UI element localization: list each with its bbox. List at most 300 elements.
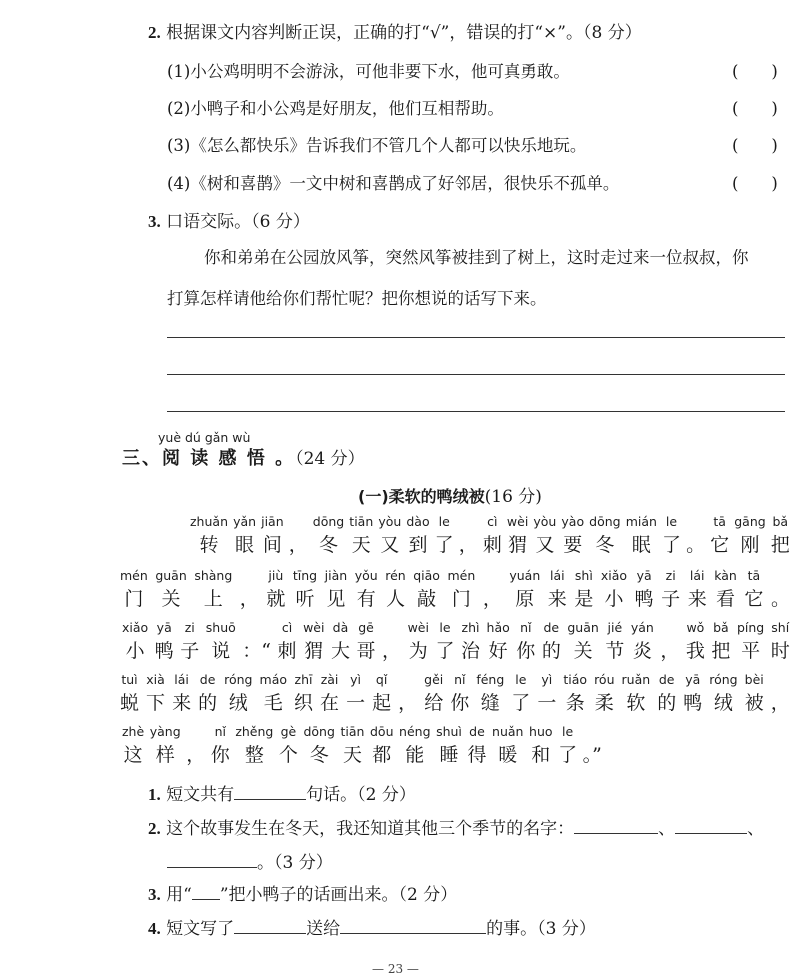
ruby-cell xyxy=(349,514,373,557)
hanzi: 暖 xyxy=(498,744,518,766)
ruby-cell xyxy=(683,672,702,715)
ruby-cell xyxy=(507,514,528,557)
judge-item-1: (1)小公鸡明明不会游泳，可他非要下水，他可真勇敢。 xyxy=(167,62,570,81)
ruby-cell xyxy=(242,620,271,663)
ruby-cell xyxy=(261,514,284,557)
hanzi: 见 xyxy=(326,588,346,610)
answer-paren-2[interactable]: ( ) xyxy=(732,99,778,118)
ruby-cell xyxy=(467,724,486,767)
hanzi: 织 xyxy=(294,692,314,714)
hanzi: 绒 xyxy=(228,692,248,714)
ruby-cell xyxy=(122,724,144,767)
writing-line-1[interactable] xyxy=(167,337,785,338)
pinyin: de xyxy=(199,672,216,687)
hanzi: 我 xyxy=(685,640,705,662)
pinyin: cì xyxy=(281,620,293,635)
question-number: 2. xyxy=(148,23,161,42)
ruby-cell xyxy=(567,620,598,663)
separator: 、 xyxy=(747,819,765,839)
hanzi: 刚 xyxy=(740,534,760,556)
ruby-cell xyxy=(548,568,567,611)
prompt-line-2: 打算怎样请他给你们帮忙呢？把你想说的话写下来。 xyxy=(167,289,547,308)
hanzi: 和 xyxy=(531,744,551,766)
pinyin: lái xyxy=(550,568,565,583)
writing-line-2[interactable] xyxy=(167,374,785,375)
pinyin: mén xyxy=(447,568,476,583)
ruby-cell xyxy=(235,724,273,767)
pinyin: bǎ xyxy=(713,620,729,635)
pinyin: shuō xyxy=(205,620,236,635)
question-number: 1. xyxy=(148,785,161,804)
ruby-cell xyxy=(516,620,535,663)
pinyin: dōng xyxy=(303,724,335,739)
hanzi: 人 xyxy=(385,588,405,610)
ruby-cell xyxy=(325,568,348,611)
ruby-cell xyxy=(661,568,680,611)
pinyin: wèi xyxy=(303,620,325,635)
ruby-cell xyxy=(406,514,429,557)
ruby-cell xyxy=(278,620,297,663)
pinyin: wǒ xyxy=(686,620,705,635)
pinyin: jié xyxy=(607,620,623,635)
hanzi: ， xyxy=(482,588,502,610)
hanzi: 上 xyxy=(203,588,223,610)
passage-line-3 xyxy=(122,620,790,663)
pinyin: yán xyxy=(630,620,654,635)
hanzi: 又 xyxy=(535,534,555,556)
pinyin: bǎ xyxy=(772,514,789,529)
page-number: — 23 — xyxy=(372,962,419,976)
ruby-cell xyxy=(635,568,654,611)
ruby-cell xyxy=(686,514,705,557)
hanzi: 要 xyxy=(563,534,583,556)
reading-question-2-line1 xyxy=(148,814,764,839)
separator: 、 xyxy=(658,819,676,839)
pinyin: le xyxy=(561,724,574,739)
pinyin: jiān xyxy=(261,514,284,529)
hanzi: 听 xyxy=(295,588,315,610)
passage-title-score: (16 分) xyxy=(484,487,542,507)
hanzi: 天 xyxy=(351,534,371,556)
ruby-cell xyxy=(293,568,317,611)
pinyin: guān xyxy=(155,568,187,583)
hanzi: ， xyxy=(239,588,259,610)
reading-question-1 xyxy=(148,780,416,805)
ruby-cell xyxy=(461,620,480,663)
ruby-cell xyxy=(605,620,624,663)
passage-line-5 xyxy=(122,724,602,767)
question-number: 3. xyxy=(148,212,161,231)
hanzi: ， xyxy=(382,640,402,662)
hanzi: 把 xyxy=(711,640,731,662)
hanzi: 缝 xyxy=(480,692,500,714)
pinyin: néng xyxy=(399,724,431,739)
pinyin: yào xyxy=(561,514,585,529)
hanzi: 给 xyxy=(424,692,444,714)
hanzi: 天 xyxy=(342,744,362,766)
ruby-cell xyxy=(378,514,401,557)
pinyin: shàng xyxy=(194,568,233,583)
hanzi: 刺 xyxy=(482,534,502,556)
pinyin: zhěng xyxy=(235,724,274,739)
pinyin: nǐ xyxy=(520,620,532,635)
hanzi: 被 xyxy=(744,692,764,714)
pinyin: shì xyxy=(574,568,593,583)
ruby-cell xyxy=(355,568,378,611)
ruby-cell xyxy=(399,724,430,767)
ruby-cell xyxy=(737,620,764,663)
ruby-cell xyxy=(194,568,232,611)
question-text-after: 句话。（2 分） xyxy=(306,785,416,805)
pinyin: dà xyxy=(332,620,349,635)
ruby-cell xyxy=(589,514,620,557)
judge-item-4: (4)《树和喜鹊》一文中树和喜鹊成了好邻居，很快乐不孤单。 xyxy=(167,174,620,193)
pinyin: nuǎn xyxy=(492,724,524,739)
ruby-cell xyxy=(631,620,654,663)
question-text-after: ”把小鸭子的话画出来。（2 分） xyxy=(219,885,458,905)
hanzi: 的 xyxy=(657,692,677,714)
ruby-cell xyxy=(771,620,790,663)
hanzi: 就 xyxy=(266,588,286,610)
hanzi: 了 xyxy=(435,640,455,662)
hanzi: 为 xyxy=(408,640,428,662)
hanzi: 鸭 xyxy=(154,640,174,662)
pinyin: yā xyxy=(685,672,701,687)
pinyin: shuì xyxy=(436,724,462,739)
ruby-cell xyxy=(710,514,729,557)
hanzi: 你 xyxy=(516,640,536,662)
section-label: 三、阅 读 感 悟 。 xyxy=(122,448,296,469)
ruby-cell xyxy=(224,672,252,715)
ruby-cell xyxy=(340,724,364,767)
pinyin: zi xyxy=(184,620,195,635)
hanzi: 的 xyxy=(198,692,218,714)
ruby-cell xyxy=(529,724,553,767)
hanzi: 它 xyxy=(744,588,764,610)
hanzi: 在 xyxy=(320,692,340,714)
hanzi: ， xyxy=(458,534,478,556)
ruby-cell xyxy=(511,672,530,715)
question-text-mid: 送给 xyxy=(306,919,341,939)
pinyin: zhuǎn xyxy=(190,514,228,529)
ruby-cell xyxy=(331,620,350,663)
ruby-cell xyxy=(734,514,765,557)
pinyin: róng xyxy=(709,672,738,687)
pinyin: jiù xyxy=(268,568,284,583)
question-number: 4. xyxy=(148,919,161,938)
pinyin: yǒu xyxy=(354,568,378,583)
pinyin: qǐ xyxy=(375,672,388,687)
hanzi: 又 xyxy=(380,534,400,556)
pinyin: le xyxy=(665,514,678,529)
pinyin: shí xyxy=(771,620,790,635)
pinyin: dōng xyxy=(312,514,345,529)
underline-sample xyxy=(192,885,220,900)
hanzi: 睡 xyxy=(439,744,459,766)
hanzi: 节 xyxy=(605,640,625,662)
reading-question-2-line2 xyxy=(167,848,333,873)
hanzi: 。 xyxy=(686,534,706,556)
hanzi: 门 xyxy=(124,588,144,610)
hanzi: 你 xyxy=(210,744,230,766)
hanzi: 冬 xyxy=(595,534,615,556)
hanzi: 平 xyxy=(741,640,761,662)
pinyin: zhī xyxy=(294,672,313,687)
hanzi: 得 xyxy=(467,744,487,766)
ruby-cell xyxy=(413,568,440,611)
ruby-cell xyxy=(487,620,510,663)
ruby-cell xyxy=(561,514,584,557)
ruby-cell xyxy=(574,568,593,611)
answer-blank-giver[interactable] xyxy=(234,919,306,934)
hanzi: 子 xyxy=(661,588,681,610)
ruby-cell xyxy=(709,672,737,715)
hanzi: 敲 xyxy=(417,588,437,610)
hanzi: 了 xyxy=(661,534,681,556)
pinyin: yòu xyxy=(533,514,557,529)
ruby-cell xyxy=(688,568,707,611)
pinyin: féng xyxy=(476,672,505,687)
pinyin: zhì xyxy=(461,620,480,635)
hanzi: 柔 xyxy=(594,692,614,714)
hanzi: 小 xyxy=(604,588,624,610)
pinyin: tīng xyxy=(292,568,318,583)
pinyin: tā xyxy=(747,568,761,583)
judge-item-3: (3)《怎么都快乐》告诉我们不管几个人都可以快乐地玩。 xyxy=(167,136,587,155)
hanzi: 小 xyxy=(125,640,145,662)
ruby-cell xyxy=(155,620,174,663)
ruby-cell xyxy=(357,620,376,663)
ruby-cell xyxy=(211,724,230,767)
hanzi: 眠 xyxy=(631,534,651,556)
ruby-cell xyxy=(660,620,679,663)
hanzi: 来 xyxy=(547,588,567,610)
ruby-cell xyxy=(558,724,577,767)
question-text-before: 短文共有 xyxy=(166,785,235,805)
hanzi: 了 xyxy=(511,692,531,714)
ruby-cell xyxy=(303,724,334,767)
ruby-cell xyxy=(146,672,165,715)
pinyin: tiáo xyxy=(563,672,588,687)
writing-line-3[interactable] xyxy=(167,411,785,412)
section-pinyin: yuè dú gǎn wù xyxy=(158,430,251,445)
pinyin: zhè xyxy=(122,724,145,739)
ruby-cell xyxy=(408,620,429,663)
pinyin: jiàn xyxy=(324,568,348,583)
hanzi: 能 xyxy=(405,744,425,766)
ruby-cell xyxy=(622,672,651,715)
ruby-cell xyxy=(771,514,790,557)
pinyin: yā xyxy=(636,568,652,583)
hanzi: 到 xyxy=(408,534,428,556)
pinyin: gāng xyxy=(734,514,766,529)
ruby-cell xyxy=(266,568,285,611)
hanzi: 关 xyxy=(573,640,593,662)
pinyin: dōng xyxy=(589,514,621,529)
pinyin: gěi xyxy=(424,672,444,687)
question-text-before: 短文写了 xyxy=(166,919,235,939)
pinyin: tiān xyxy=(340,724,365,739)
hanzi: 一 xyxy=(537,692,557,714)
pinyin: xià xyxy=(146,672,165,687)
ruby-cell xyxy=(150,724,181,767)
ruby-cell xyxy=(294,672,313,715)
hanzi: 哥 xyxy=(356,640,376,662)
question-2-heading xyxy=(148,18,642,43)
season-blank-2[interactable] xyxy=(675,819,747,834)
pinyin: yì xyxy=(541,672,553,687)
hanzi: 。 xyxy=(770,588,790,610)
pinyin: zài xyxy=(320,672,339,687)
hanzi: 看 xyxy=(716,588,736,610)
pinyin: dào xyxy=(406,514,430,529)
question-number: 3. xyxy=(148,885,161,904)
ruby-cell xyxy=(686,620,705,663)
hanzi: 软 xyxy=(626,692,646,714)
answer-blank-recipient[interactable] xyxy=(340,919,486,934)
ruby-cell xyxy=(744,568,763,611)
hanzi: ， xyxy=(770,692,790,714)
pinyin: xiǎo xyxy=(600,568,628,583)
ruby-cell xyxy=(450,672,469,715)
season-blank-1[interactable] xyxy=(574,819,658,834)
hanzi: ， xyxy=(288,534,308,556)
hanzi: ：“ xyxy=(242,640,272,662)
pinyin: kàn xyxy=(714,568,737,583)
hanzi: 样 xyxy=(155,744,175,766)
pinyin: yā xyxy=(156,620,172,635)
pinyin: yàng xyxy=(149,724,181,739)
answer-paren-1[interactable]: ( ) xyxy=(732,62,778,81)
ruby-cell xyxy=(313,514,344,557)
ruby-cell xyxy=(120,672,139,715)
hanzi: 好 xyxy=(488,640,508,662)
ruby-cell xyxy=(583,724,602,767)
pinyin: hǎo xyxy=(486,620,510,635)
ruby-cell xyxy=(120,568,148,611)
answer-blank[interactable] xyxy=(234,785,306,800)
ruby-cell xyxy=(279,724,298,767)
pinyin: cì xyxy=(487,514,498,529)
hanzi: ， xyxy=(660,640,680,662)
pinyin: qiāo xyxy=(413,568,440,583)
pinyin: de xyxy=(658,672,675,687)
hanzi: 起 xyxy=(372,692,392,714)
ruby-cell xyxy=(626,514,657,557)
prompt-line-1: 你和弟弟在公园放风筝，突然风筝被挂到了树上，这时走过来一位叔叔，你 xyxy=(204,248,749,267)
hanzi: 蜕 xyxy=(120,692,140,714)
hanzi: 一 xyxy=(346,692,366,714)
ruby-cell xyxy=(435,620,454,663)
hanzi: 是 xyxy=(574,588,594,610)
pinyin: yòu xyxy=(378,514,402,529)
ruby-cell xyxy=(180,620,199,663)
pinyin: róu xyxy=(594,672,615,687)
hanzi: 治 xyxy=(461,640,481,662)
ruby-cell xyxy=(346,672,365,715)
ruby-cell xyxy=(657,672,676,715)
ruby-cell xyxy=(771,568,790,611)
ruby-cell xyxy=(303,620,324,663)
pinyin: tuì xyxy=(121,672,138,687)
hanzi: 鸭 xyxy=(634,588,654,610)
question-text: 根据课文内容判断正误，正确的打“√”，错误的打“×”。（8 分） xyxy=(166,23,642,43)
passage-title-text: (一)柔软的鸭绒被 xyxy=(358,487,485,506)
pinyin: le xyxy=(515,672,527,687)
pinyin: wèi xyxy=(506,514,529,529)
ruby-cell xyxy=(370,724,394,767)
pinyin: wèi xyxy=(407,620,429,635)
passage-title xyxy=(358,482,542,507)
hanzi: 炎 xyxy=(632,640,652,662)
hanzi: 子 xyxy=(180,640,200,662)
hanzi: 来 xyxy=(172,692,192,714)
hanzi: 猬 xyxy=(304,640,324,662)
hanzi: ， xyxy=(186,744,206,766)
ruby-cell xyxy=(537,672,556,715)
ruby-cell xyxy=(320,672,339,715)
ruby-cell xyxy=(436,724,462,767)
answer-paren-4[interactable]: ( ) xyxy=(732,174,778,193)
passage-line-4 xyxy=(120,672,790,715)
hanzi: 冬 xyxy=(309,744,329,766)
section-heading xyxy=(122,444,365,470)
question-text-after: 的事。（3 分） xyxy=(486,919,596,939)
hanzi: 说 xyxy=(211,640,231,662)
answer-paren-3[interactable]: ( ) xyxy=(732,136,778,155)
reading-question-4 xyxy=(148,914,596,939)
pinyin: gē xyxy=(358,620,374,635)
ruby-cell xyxy=(714,568,737,611)
hanzi: 关 xyxy=(161,588,181,610)
ruby-cell xyxy=(190,514,228,557)
hanzi: 间 xyxy=(262,534,282,556)
ruby-cell xyxy=(233,514,256,557)
ruby-cell xyxy=(289,514,308,557)
season-blank-3[interactable] xyxy=(167,853,257,868)
hanzi: 毛 xyxy=(263,692,283,714)
pinyin: de xyxy=(543,620,560,635)
ruby-cell xyxy=(459,514,478,557)
ruby-cell xyxy=(771,672,790,715)
pinyin: ruǎn xyxy=(621,672,651,687)
hanzi: 你 xyxy=(450,692,470,714)
pinyin: nǐ xyxy=(454,672,466,687)
hanzi: 这 xyxy=(123,744,143,766)
ruby-cell xyxy=(483,568,502,611)
ruby-cell xyxy=(260,672,287,715)
pinyin: bèi xyxy=(744,672,764,687)
hanzi: 都 xyxy=(372,744,392,766)
ruby-cell xyxy=(711,620,730,663)
hanzi: 的 xyxy=(541,640,561,662)
ruby-cell xyxy=(372,672,391,715)
pinyin: le xyxy=(439,620,451,635)
ruby-cell xyxy=(563,672,587,715)
pinyin: tiān xyxy=(349,514,374,529)
pinyin: máo xyxy=(259,672,287,687)
ruby-cell xyxy=(662,514,681,557)
hanzi: 个 xyxy=(278,744,298,766)
pinyin: rén xyxy=(385,568,406,583)
pinyin: gè xyxy=(280,724,297,739)
passage-line-2 xyxy=(120,568,790,611)
hanzi: 了 xyxy=(434,534,454,556)
hanzi: 鸭 xyxy=(683,692,703,714)
hanzi: 有 xyxy=(356,588,376,610)
hanzi: 了 xyxy=(558,744,578,766)
pinyin: lái xyxy=(689,568,705,583)
